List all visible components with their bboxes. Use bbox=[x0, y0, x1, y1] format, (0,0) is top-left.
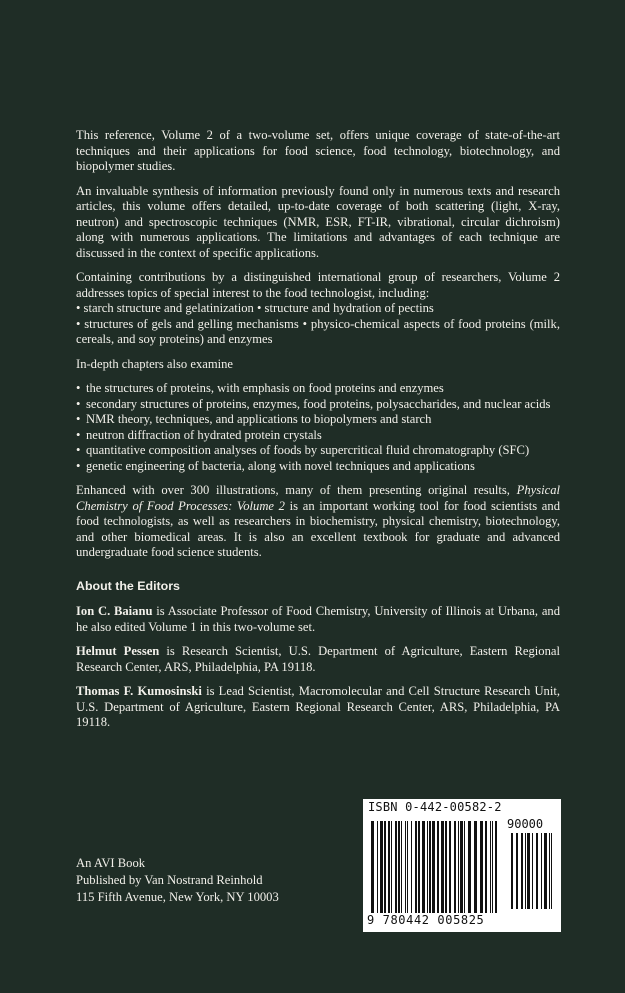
book-title: Physical Chemistry of Food Processes: Volume 2 bbox=[76, 483, 560, 513]
description-block bbox=[76, 128, 560, 740]
enhanced-after: is an important working tool for food scientists and food technologists, as well as researchers in biochemistry, physical chemistry, biotechnology, and other biomedical areas. It is also an excellent textbook for graduate and advanced undergraduate food science students. bbox=[76, 498, 560, 559]
list-item: • genetic engineering of bacteria, along with novel techniques and applications bbox=[76, 459, 560, 475]
list-item: • neutron diffraction of hydrated protein crystals bbox=[76, 428, 560, 444]
editor-entry bbox=[76, 684, 560, 731]
editors-heading: About the Editors bbox=[76, 578, 180, 593]
isbn-barcode bbox=[363, 799, 561, 932]
isbn-number: ISBN 0-442-00582-2 bbox=[368, 800, 502, 814]
price-barcode-bars bbox=[511, 833, 555, 909]
in-depth-intro: In-depth chapters also examine bbox=[76, 356, 234, 371]
editor-desc: is Research Scientist, U.S. Department of Agriculture, Eastern Regional Research Center, ARS, Philadelphia, PA 19118. bbox=[76, 644, 560, 674]
publisher-info bbox=[76, 855, 279, 906]
editor-name: Ion C. Baianu bbox=[76, 604, 153, 618]
enhanced-paragraph bbox=[76, 483, 560, 561]
list-item: • NMR theory, techniques, and applications to biopolymers and starch bbox=[76, 412, 560, 428]
intro-paragraph: This reference, Volume 2 of a two-volume set, offers unique coverage of state-of-the-art techniques and their applications for food science, food technology, biotechnology, and biopolymer studies. bbox=[76, 128, 560, 173]
enhanced-before: Enhanced with over 300 illustrations, many of them presenting original results, bbox=[76, 483, 517, 497]
topics-line-2: • structures of gels and gelling mechanisms • physico-chemical aspects of food proteins (milk, cereals, and soy proteins) and enzymes bbox=[76, 316, 560, 346]
editor-desc: is Associate Professor of Food Chemistry, University of Illinois at Urbana, and he also edited Volume 1 in this two-volume set. bbox=[76, 604, 561, 634]
in-depth-list bbox=[76, 381, 560, 474]
editor-entry bbox=[76, 644, 560, 675]
publisher-address: 115 Fifth Avenue, New York, NY 10003 bbox=[76, 890, 279, 904]
publisher-name: Published by Van Nostrand Reinhold bbox=[76, 873, 263, 887]
editor-desc: is Lead Scientist, Macromolecular and Cell Structure Research Unit, U.S. Department of Agriculture, Eastern Regional Research Center, ARS, Philadelphia, PA 19118. bbox=[76, 684, 560, 729]
editor-name: Thomas F. Kumosinski bbox=[76, 684, 202, 698]
contributions-intro: Containing contributions by a distinguished international group of researchers, Volume 2 addresses topics of special interest to the food technologist, including: bbox=[76, 270, 560, 300]
price-code: 90000 bbox=[507, 817, 544, 831]
editor-name: Helmut Pessen bbox=[76, 644, 160, 658]
list-item: • the structures of proteins, with emphasis on food proteins and enzymes bbox=[76, 381, 560, 397]
list-item: • secondary structures of proteins, enzymes, food proteins, polysaccharides, and nuclear acids bbox=[76, 397, 560, 413]
in-depth-section bbox=[76, 357, 560, 475]
contributions-paragraph bbox=[76, 270, 560, 348]
list-item: • quantitative composition analyses of foods by supercritical fluid chromatography (SFC) bbox=[76, 443, 560, 459]
publisher-imprint: An AVI Book bbox=[76, 856, 146, 870]
editor-entry bbox=[76, 604, 560, 635]
ean-number: 9 780442 005825 bbox=[367, 913, 485, 927]
topics-line-1: • starch structure and gelatinization • structure and hydration of pectins bbox=[76, 301, 434, 315]
synthesis-paragraph: An invaluable synthesis of information previously found only in numerous texts and research articles, this volume offers detailed, up-to-date coverage of both scattering (light, X-ray, neutron) and spectroscopic techniques (NMR, ESR, FT-IR, vibrational, circular dichroism) along with numerous applications. The limitations and advantages of each technique are discussed in the context of specific applications. bbox=[76, 183, 560, 260]
barcode-bars bbox=[371, 821, 499, 913]
